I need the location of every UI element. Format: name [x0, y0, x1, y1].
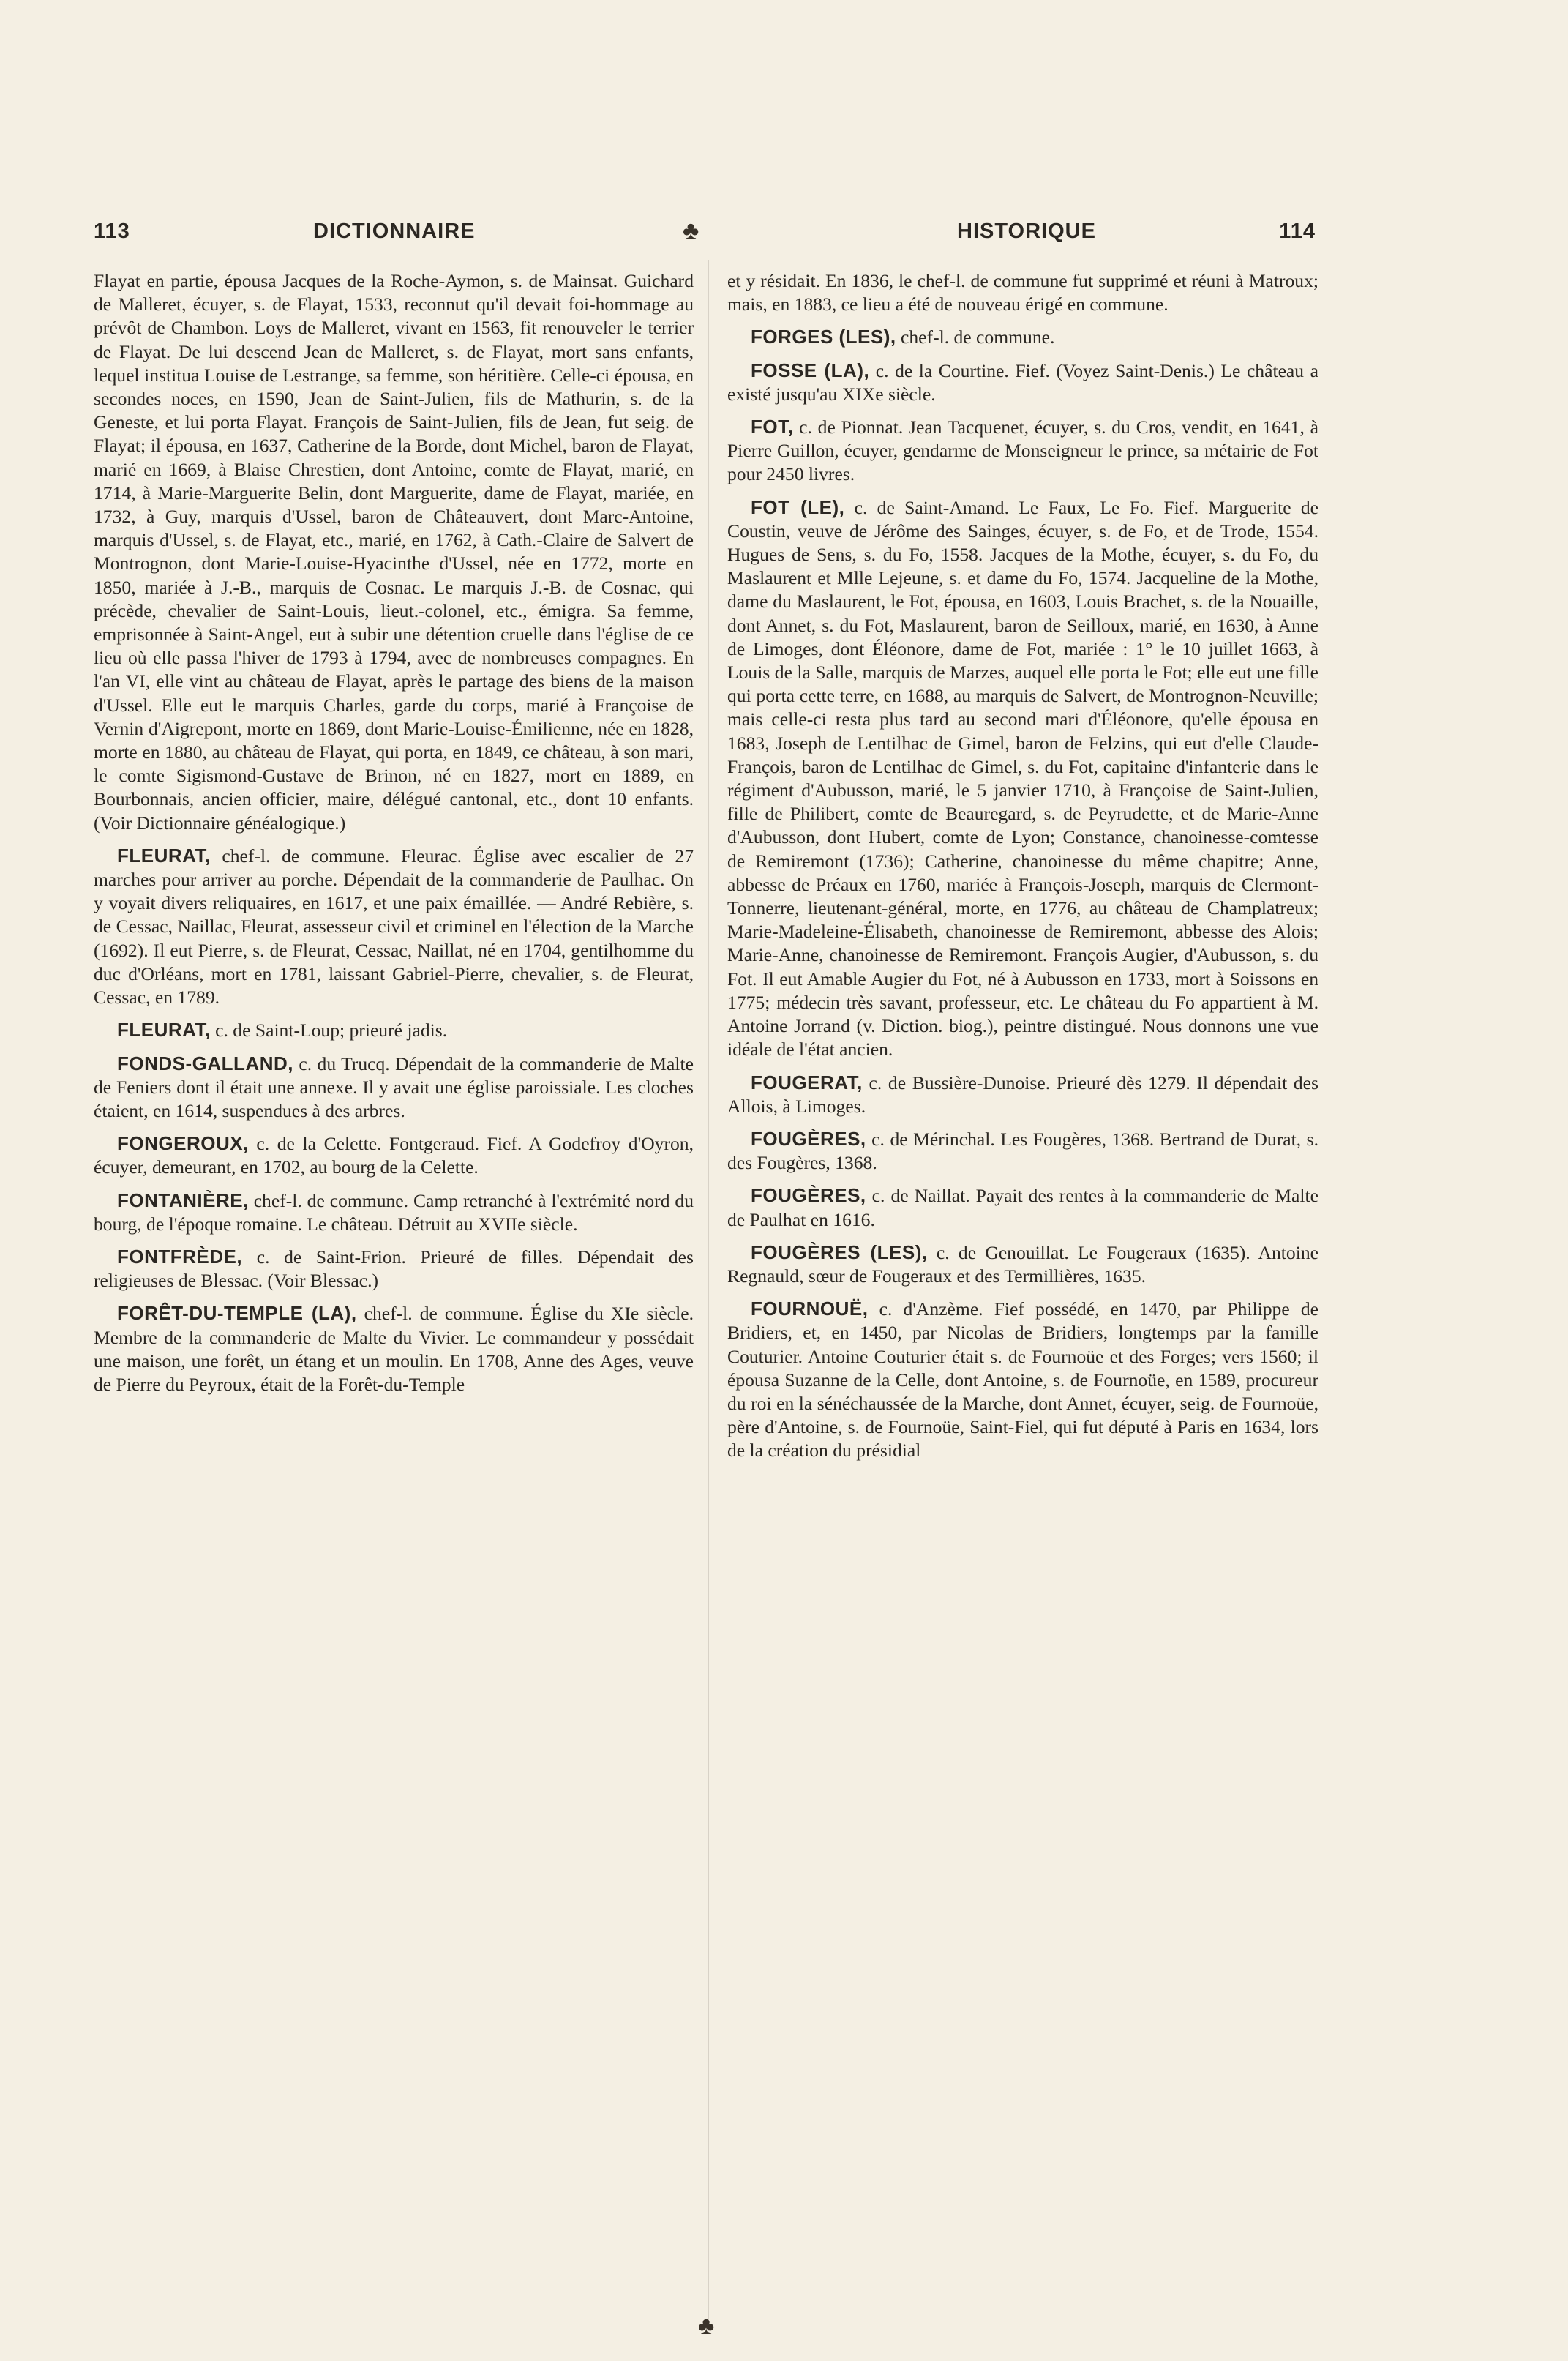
- dictionary-entry: [727, 1297, 1318, 1462]
- dictionary-entry: [94, 844, 694, 1009]
- page-header: [94, 217, 1316, 252]
- dictionary-entry: [727, 415, 1318, 487]
- entry-text: c. de Saint-Amand. Le Faux, Le Fo. Fief. Marguerite de Coustin, veuve de Jérôme des Sainges, écuyer, s. de Fo, et de Trode, 1554. Hugues de Sens, s. du Fo, 1558. Jacques de la Mothe, écuyer, s. du Fo, du Maslaurent et Mlle Lejeune, s. et dame du Fo, 1574. Jacqueline de la Mothe, dame du Maslaurent, le Fot, épousa, en 1603, Louis Brachet, s. de la Nouaille, dont Annet, s. du Fot, Maslaurent, baron de Seilloux, marié, en 1630, à Anne de Limoges, dont Éléonore, dame de Fot, mariée : 1° le 10 juillet 1663, à Louis de la Salle, marquis de Marzes, auquel elle porta le Fot; elle eut une fille qui porta cette terre, en 1688, au marquis de Salvert, de Montrognon-Neuville; mais celle-ci resta plus tard au second mari d'Éléonore, qu'elle épousa en 1683, Joseph de Lentilhac de Gimel, baron de Felzins, qui eut d'elle Claude-François, baron de Lentilhac de Gimel, s. du Fot, capitaine d'infanterie dans le régiment d'Aubusson, marié, le 5 janvier 1710, à Françoise de Saint-Julien, fille de Philibert, comte de Beauregard, s. de Peyrudette, et de Marie-Anne d'Aubusson, dont Hubert, comte de Lyon; Constance, chanoinesse-comtesse de Remiremont (1736); Catherine, chanoinesse du même chapitre; Anne, abbesse de Préaux en 1760, mariée à François-Joseph, marquis de Clermont-Tonnerre, lieutenant-général, morte, en 1776, au château de Champlatreux; Marie-Madeleine-Élisabeth, chanoinesse de Remiremont, abbesse des Alois; Marie-Anne, chanoinesse de Remiremont. François Augier, d'Aubusson, s. du Fot. Il eut Amable Augier du Fot, né à Aubusson en 1733, mort à Soissons en 1775; médecin très savant, professeur, etc. Le château du Fo appartient à M. Antoine Jorrand (v. Diction. biog.), peintre distingué. Nous donnons une vue idéale de l'état ancien.: [727, 496, 1318, 1060]
- entry-text: c. de la Celette. Fontgeraud. Fief. A Godefroy d'Oyron, écuyer, demeurant, en 1702, au bourg de la Celette.: [94, 1133, 694, 1178]
- entry-headword: FLEURAT,: [117, 1019, 211, 1041]
- entry-text: c. de Saint-Frion. Prieuré de filles. Dépendait des religieuses de Blessac. (Voir Blessac.): [94, 1246, 694, 1292]
- dictionary-entry: [94, 1189, 694, 1236]
- entry-text: c. de Mérinchal. Les Fougères, 1368. Bertrand de Durat, s. des Fougères, 1368.: [727, 1128, 1318, 1174]
- column-divider: [708, 260, 709, 2331]
- entry-headword: FOUGÈRES,: [751, 1127, 866, 1150]
- dictionary-entry: [727, 495, 1318, 1062]
- dictionary-entry: [727, 1183, 1318, 1231]
- dictionary-entry: [94, 1052, 694, 1123]
- entry-text: chef-l. de commune. Camp retranché à l'extrémité nord du bourg, de l'époque romaine. Le château. Détruit au XVIIe siècle.: [94, 1189, 694, 1235]
- entry-headword: FONTANIÈRE,: [117, 1189, 249, 1211]
- running-title-left: DICTIONNAIRE: [313, 220, 476, 243]
- entry-headword: FONGEROUX,: [117, 1132, 249, 1155]
- entry-headword: FORGES (LES),: [751, 326, 896, 348]
- dictionary-entry: [94, 1018, 694, 1042]
- entry-headword: FOUGÈRES,: [751, 1184, 866, 1207]
- entry-text: c. de Genouillat. Le Fougeraux (1635). Antoine Regnauld, sœur de Fougeraux et des Termillières, 1635.: [727, 1241, 1318, 1287]
- entry-text: c. de Bussière-Dunoise. Prieuré dès 1279. Il dépendait des Allois, à Limoges.: [727, 1071, 1318, 1117]
- page-number-left: 113: [94, 220, 130, 243]
- entry-text: c. de la Courtine. Fief. (Voyez Saint-Denis.) Le château a existé jusqu'au XIXe siècle.: [727, 359, 1318, 405]
- dictionary-entry: [727, 1071, 1318, 1118]
- entry-text: c. du Trucq. Dépendait de la commanderie de Malte de Feniers dont il était une annexe. Il y avait une église paroissiale. Les cloches étaient, en 1614, suspendues à des arbres.: [94, 1052, 694, 1121]
- entry-headword: FOSSE (LA),: [751, 359, 870, 381]
- dictionary-entry: [94, 1131, 694, 1179]
- entry-headword: FOT,: [751, 416, 794, 438]
- entry-text: chef-l. de commune.: [896, 326, 1055, 348]
- entry-headword: FONDS-GALLAND,: [117, 1052, 293, 1074]
- entry-headword: FLEURAT,: [117, 844, 211, 867]
- entry-continuation: Flayat en partie, épousa Jacques de la Roche-Aymon, s. de Mainsat. Guichard de Malleret, écuyer, s. de Flayat, 1533, reconnut qu'il devait foi-hommage au prévôt de Chambon. Loys de Malleret, vivant en 1563, fit renouveler le terrier de Flayat. De lui descend Jean de Malleret, s. de Flayat, mort sans enfants, lequel institua Louise de Lestrange, sa femme, son héritière. Celle-ci épousa, en secondes noces, en 1590, Jean de Saint-Julien, fils de Mathurin, s. de la Geneste, et lui porta Flayat. François de Saint-Julien, fils de Jean, fut seig. de Flayat; il épousa, en 1637, Catherine de la Borde, dont Michel, baron de Flayat, marié en 1669, à Blaise Chrestien, dont Antoine, comte de Flayat, marié, en 1714, à Marie-Marguerite Belin, dont Marguerite, dame de Flayat, mariée, en 1732, à Guy, marquis d'Ussel, baron de Châteauvert, dont Marc-Antoine, marquis d'Ussel, s. de Flayat, etc., marié, en 1762, à Cath.-Claire de Salvert de Montrognon, dont Marie-Louise-Hyacinthe d'Ussel, née en 1772, morte en 1850, mariée à J.-B., marquis de Cosnac. Le marquis J.-B. de Cosnac, qui précède, chevalier de Saint-Louis, lieut.-colonel, etc., émigra. Sa femme, emprisonnée à Saint-Angel, eut à subir une détention cruelle dans l'église de ce lieu où elle passa l'hiver de 1793 à 1794, avec de nombreuses compagnes. En l'an VI, elle vint au château de Flayat, après le partage des biens de la maison d'Ussel. Elle eut le marquis Charles, garde du corps, marié à Françoise de Vernin d'Aigrepont, morte en 1869, dont Marie-Louise-Émilienne, née en 1828, morte en 1880, au château de Flayat, qui porta, en 1849, ce château, à son mari, le comte Sigismond-Gustave de Brinon, né en 1827, mort en 1889, en Bourbonnais, ancien officier, maire, délégué cantonal, etc., dont 10 enfants. (Voir Dictionnaire généalogique.): [94, 270, 694, 834]
- entry-text: c. de Pionnat. Jean Tacquenet, écuyer, s. du Cros, vendit, en 1641, à Pierre Guillon, écuyer, gendarme de Monseigneur le prince, sa métairie de Fot pour 2450 livres.: [727, 416, 1318, 485]
- entry-continuation: et y résidait. En 1836, le chef-l. de commune fut supprimé et réuni à Matroux; mais, en 1883, ce lieu a été de nouveau érigé en commune.: [727, 270, 1318, 315]
- fleuron-ornament-icon: ♣: [683, 217, 700, 244]
- entry-headword: FONTFRÈDE,: [117, 1245, 243, 1268]
- entry-headword: FOURNOUË,: [751, 1298, 869, 1320]
- dictionary-entry: [727, 325, 1318, 349]
- entry-headword: FORÊT-DU-TEMPLE (LA),: [117, 1302, 357, 1325]
- entry-headword: FOT (LE),: [751, 495, 845, 518]
- entry-text: c. de Naillat. Payait des rentes à la commanderie de Malte de Paulhat en 1616.: [727, 1185, 1318, 1230]
- dictionary-entry: [94, 1301, 694, 1396]
- entry-text: chef-l. de commune. Fleurac. Église avec escalier de 27 marches pour arriver au porche. Dépendait de la commanderie de Paulhac. On y voyait divers reliquaires, en 1617, et une paix émaillée. — André Rebière, s. de Cessac, Naillac, Fleurat, assesseur civil et criminel en l'élection de la Marche (1692). Il eut Pierre, s. de Fleurat, Cessac, Naillat, né en 1704, gentilhomme du duc d'Orléans, mort en 1781, laissant Gabriel-Pierre, chevalier, s. de Fleurat, Cessac, en 1789.: [94, 845, 694, 1009]
- page-number-right: 114: [1279, 220, 1316, 243]
- left-column: [94, 269, 694, 2319]
- running-title-right: HISTORIQUE: [957, 220, 1096, 243]
- entry-headword: FOUGERAT,: [751, 1071, 863, 1093]
- entry-text: c. d'Anzème. Fief possédé, en 1470, par Philippe de Bridiers, et, en 1450, par Nicolas de Bridiers, longtemps par la famille Couturier. Antoine Couturier était s. de Fournoüe et des Forges; vers 1560; il épousa Suzanne de la Celle, dont Antoine, s. de Fournoüe, en 1589, procureur du roi en la sénéchaussée de la Marche, dont Annet, écuyer, seig. de Fournoüe, père d'Antoine, s. de Fournoüe, Saint-Fiel, qui fut député à Paris en 1634, lors de la création du présidial: [727, 1298, 1318, 1462]
- footer-ornament-icon: ♣: [698, 2313, 715, 2340]
- right-column: [727, 269, 1318, 2319]
- entry-headword: FOUGÈRES (LES),: [751, 1241, 928, 1263]
- dictionary-entry: [727, 1241, 1318, 1288]
- dictionary-entry: [727, 359, 1318, 406]
- dictionary-entry: [94, 1245, 694, 1292]
- entry-text: c. de Saint-Loup; prieuré jadis.: [210, 1019, 448, 1041]
- entry-text: chef-l. de commune. Église du XIe siècle. Membre de la commanderie de Malte du Vivier. Le commandeur y possédait une maison, une forêt, un étang et un moulin. En 1708, Anne des Ages, veuve de Pierre du Peyroux, était de la Forêt-du-Temple: [94, 1303, 694, 1395]
- dictionary-entry: [727, 1127, 1318, 1175]
